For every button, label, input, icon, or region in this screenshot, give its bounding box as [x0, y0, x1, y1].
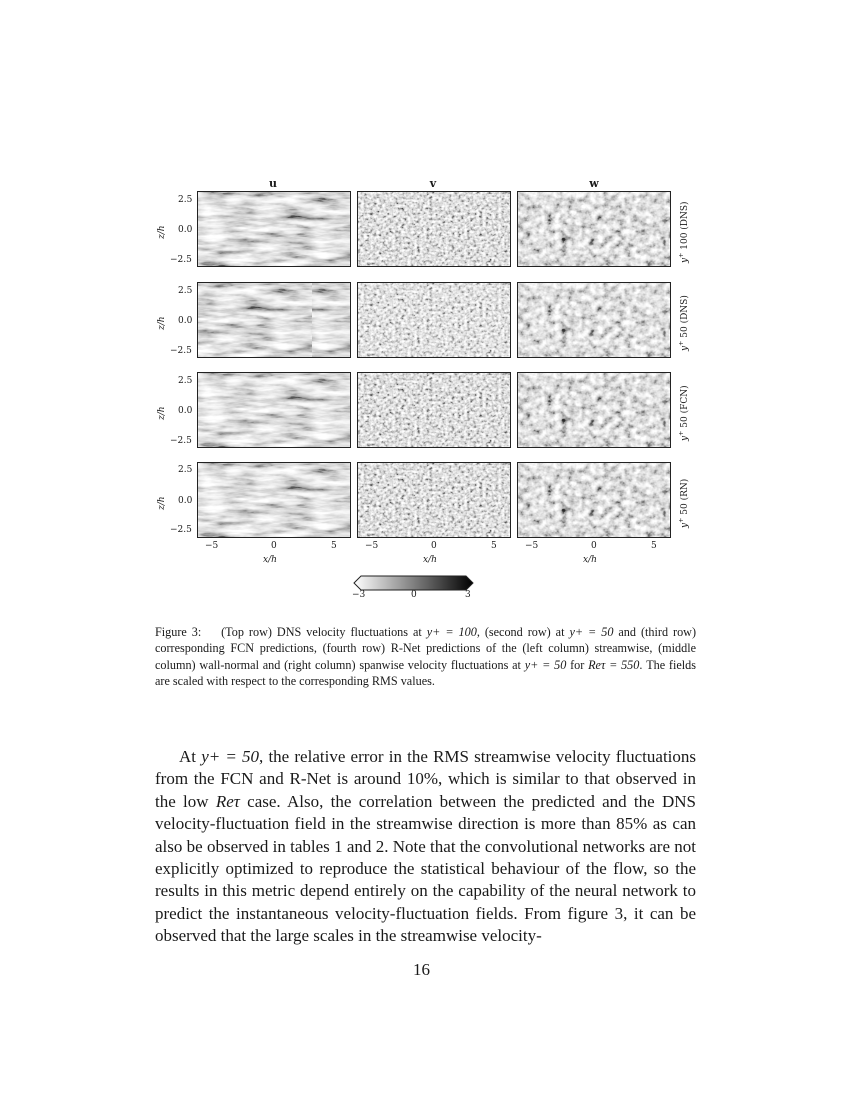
panel-v-y50-rn [357, 462, 511, 538]
colorbar-tick-neg3: −3 [352, 590, 366, 600]
xtick-w-neg5: −5 [525, 541, 539, 551]
caption-part2: , (second row) at [476, 625, 570, 639]
xtick-v-5: 5 [491, 541, 497, 551]
panel-u-y100-dns [197, 191, 351, 267]
row4-label-text: 50 (RN) [680, 478, 690, 515]
row1-label-sup: + [678, 252, 685, 258]
caption-retau: Reτ = 550 [588, 657, 640, 672]
caption-part3: and (third row) corresponding FCN predictions, (fourth row) R-Net predictions of the (left column) streamwise, (middle column) wall-normal and (right column) spanwise velocity fluctuations at [155, 625, 697, 672]
caption-part1: (Top row) DNS velocity fluctuations at [221, 625, 427, 639]
body-paragraph [155, 746, 696, 948]
row3-ytick-bot: −2.5 [170, 436, 192, 446]
row3-label-y: y [680, 435, 690, 441]
row1-ylabel: z/h [157, 225, 167, 239]
row4-ytick-bot: −2.5 [170, 525, 192, 535]
row2-label [680, 287, 690, 351]
column-title-v: v [429, 177, 437, 190]
xtick-v-0: 0 [431, 541, 437, 551]
row3-ylabel: z/h [157, 406, 167, 420]
caption-yplus50: y+ = 50 [569, 625, 614, 639]
xtick-u-0: 0 [271, 541, 277, 551]
row1-ytick-bot: −2.5 [170, 255, 192, 265]
row4-ylabel: z/h [157, 496, 167, 510]
caption-part5: . The fields are scaled with respect to the corresponding RMS values. [155, 657, 696, 689]
panel-v-y50-fcn [357, 372, 511, 448]
colorbar-tick-0: 0 [411, 590, 417, 600]
row2-label-y: y [680, 345, 690, 351]
xtick-w-0: 0 [591, 541, 597, 551]
panel-u-y50-fcn [197, 372, 351, 448]
page-number: 16 [413, 960, 430, 979]
row1-label [680, 193, 690, 263]
xlabel-v: x/h [423, 555, 437, 565]
row3-label [680, 377, 690, 441]
row1-label-y: y [680, 257, 690, 263]
caption-label: Figure 3: [155, 625, 202, 639]
row4-label [680, 470, 690, 528]
xlabel-u: x/h [263, 555, 277, 565]
row1-label-text: 100 (DNS) [680, 201, 690, 250]
figure-caption [155, 624, 696, 690]
row3-ytick-mid: 0.0 [178, 406, 193, 416]
body-s2: , the relative error in the RMS streamwise velocity fluctuations from the FCN and R-Net is around 10%, which is similar to that observed in the low [155, 747, 697, 811]
panel-w-y50-dns [517, 282, 671, 358]
xtick-u-5: 5 [331, 541, 337, 551]
panel-w-y50-fcn [517, 372, 671, 448]
caption-part4: for [566, 657, 589, 672]
column-title-w: w [589, 177, 599, 190]
panel-v-y100-dns [357, 191, 511, 267]
body-s1: At [179, 747, 202, 766]
row2-label-text: 50 (DNS) [680, 295, 690, 338]
row2-ytick-mid: 0.0 [178, 316, 193, 326]
panel-u-y50-rn [197, 462, 351, 538]
xtick-u-neg5: −5 [205, 541, 219, 551]
body-yplus50: y+ = 50 [201, 747, 260, 766]
row2-label-sup: + [678, 340, 685, 346]
colorbar [353, 575, 477, 591]
row1-ytick-mid: 0.0 [178, 225, 193, 235]
row1-ytick-top: 2.5 [178, 195, 193, 205]
panel-w-y50-rn [517, 462, 671, 538]
row2-ylabel: z/h [157, 316, 167, 330]
row2-ytick-top: 2.5 [178, 286, 193, 296]
xtick-w-5: 5 [651, 541, 657, 551]
body-s3: case. Also, the correlation between the predicted and the DNS velocity-fluctuation field in the streamwise direction is more than 85% as can also be observed in tables 1 and 2. Note that the convolutional networks are not explicitly optimized to reproduce the statistical behaviour of the flow, so the results in this metric depend entirely on the capability of the neural network to predict the instantaneous velocity-fluctuation fields. From figure 3, it can be observed that the large scales in the streamwise velocity- [155, 791, 696, 946]
row4-ytick-mid: 0.0 [178, 496, 193, 506]
colorbar-tick-3: 3 [465, 590, 471, 600]
row2-ytick-bot: −2.5 [170, 346, 192, 356]
xtick-v-neg5: −5 [365, 541, 379, 551]
panel-v-y50-dns [357, 282, 511, 358]
column-title-u: u [269, 177, 277, 190]
panel-w-y100-dns [517, 191, 671, 267]
row4-label-y: y [680, 522, 690, 528]
row3-label-text: 50 (FCN) [680, 385, 690, 428]
row4-label-sup: + [678, 517, 685, 523]
panel-u-y50-dns [197, 282, 351, 358]
row3-ytick-top: 2.5 [178, 376, 193, 386]
body-retau: Reτ [215, 791, 240, 811]
caption-yplus50-b: y+ = 50 [524, 657, 567, 672]
xlabel-w: x/h [583, 555, 597, 565]
caption-yplus100: y+ = 100 [426, 625, 477, 639]
row3-label-sup: + [678, 430, 685, 436]
row4-ytick-top: 2.5 [178, 465, 193, 475]
